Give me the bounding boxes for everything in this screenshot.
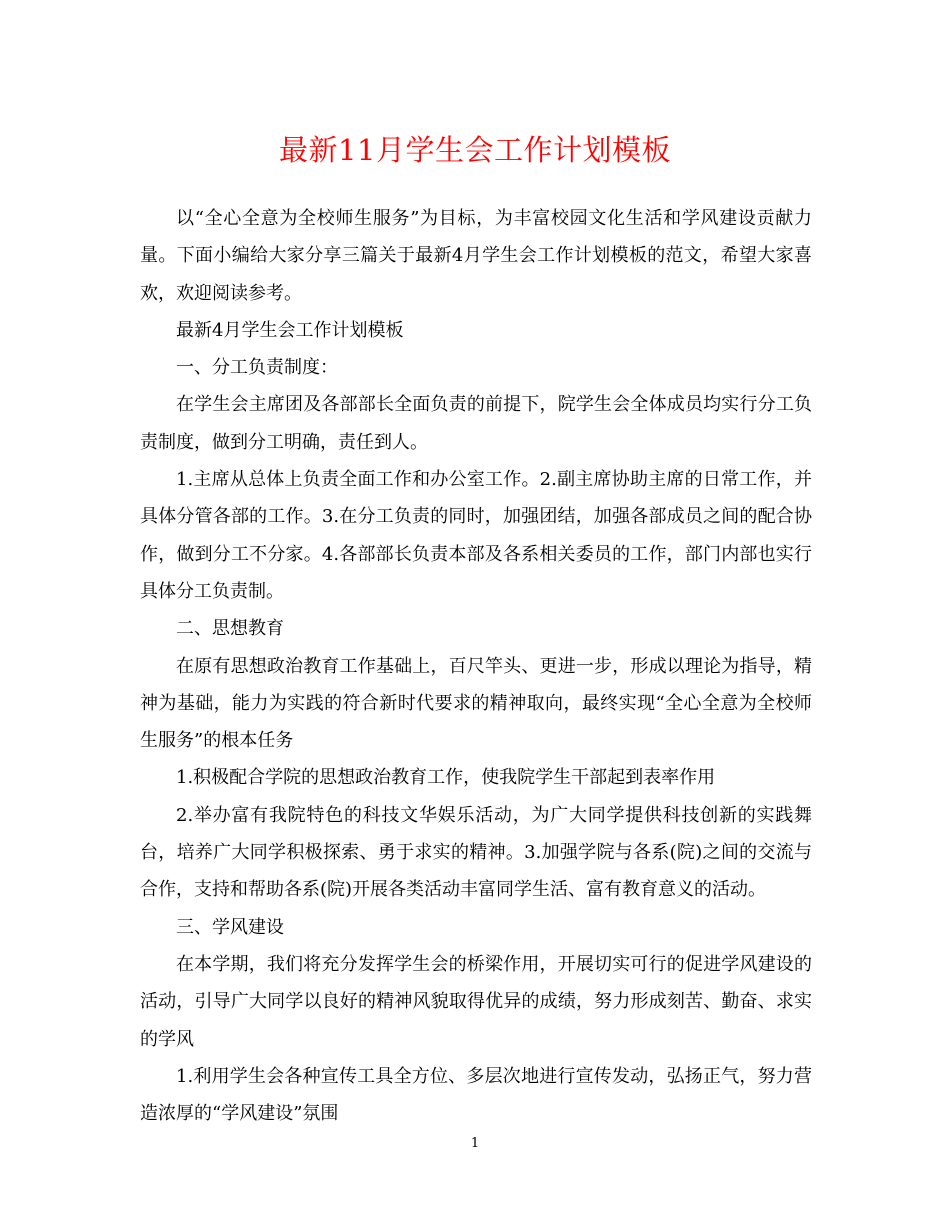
section-heading-1: 一、分工负责制度： xyxy=(176,357,338,379)
paragraph: 在本学期，我们将充分发挥学生会的桥梁作用，开展切实可行的促进学风建设的活动，引导广大同学以良好的精神风貌取得优异的成绩，努力形成刻苦、勤奋、求实的学风 xyxy=(140,953,812,1050)
paragraph: 1.积极配合学院的思想政治教育工作，使我院学生干部起到表率作用 xyxy=(176,767,716,789)
paragraph: 1.利用学生会各种宣传工具全方位、多层次地进行宣传发动，弘扬正气，努力营造浓厚的“学风建设”氛围 xyxy=(140,1065,812,1125)
paragraph-intro: 以“全心全意为全校师生服务”为目标，为丰富校园文化生活和学风建设贡献力量。下面小编给大家分享三篇关于最新4月学生会工作计划模板的范文，希望大家喜欢，欢迎阅读参考。 xyxy=(140,208,812,304)
document-body xyxy=(140,200,812,1132)
section-heading-3: 三、学风建设 xyxy=(176,916,284,938)
paragraph: 在原有思想政治教育工作基础上，百尺竿头、更进一步，形成以理论为指导，精神为基础，能力为实践的符合新时代要求的精神取向，最终实现“全心全意为全校师生服务”的根本任务 xyxy=(140,655,812,752)
document-title: 最新11月学生会工作计划模板 xyxy=(279,133,671,167)
paragraph: 在学生会主席团及各部部长全面负责的前提下，院学生会全体成员均实行分工负责制度，做到分工明确，责任到人。 xyxy=(140,394,812,453)
section-heading-2: 二、思想教育 xyxy=(176,618,284,640)
page-number: 1 xyxy=(470,1136,480,1151)
paragraph: 1.主席从总体上负责全面工作和办公室工作。2.副主席协助主席的日常工作，并具体分管各部的工作。3.在分工负责的同时，加强团结，加强各部成员之间的配合协作，做到分工不分家。4.各部部长负责本部及各系相关委员的工作，部门内部也实行具体分工负责制。 xyxy=(140,469,812,602)
paragraph: 2.举办富有我院特色的科技文华娱乐活动，为广大同学提供科技创新的实践舞台，培养广大同学积极探索、勇于求实的精神。3.加强学院与各系(院)之间的交流与合作，支持和帮助各系(院)开展各类活动丰富同学生活、富有教育意义的活动。 xyxy=(140,804,812,901)
paragraph-subtitle: 最新4月学生会工作计划模板 xyxy=(176,319,404,341)
